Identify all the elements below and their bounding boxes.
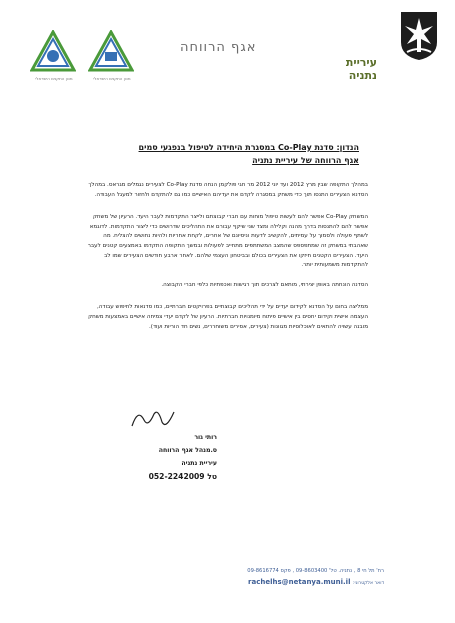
handwritten-signature — [128, 406, 178, 432]
standards-badge-icon — [88, 30, 134, 74]
paragraph-facilitation: הסדנה הונחתה באופן יצירתי, מותאם לצרכים תוך רגישות ואכפתיות כלפי חברי הקבוצה. — [161, 281, 368, 288]
signer-title: ס.מנהל אגף הרווחה — [158, 447, 217, 454]
quality-badges — [30, 30, 138, 86]
department-name: אגף הרווחה — [180, 40, 257, 55]
signature-block — [123, 431, 217, 483]
signer-name: רותי גור — [194, 434, 217, 441]
paragraph-intro: במהלך התקופה שבין מרץ 2012 ועד יוני 2012 מר חגי פולקמן הנחה סדנת Co-Play לצעירים נגמלים מגראס. במהלך הסדנא הצעירים התנסו תוך כדי משחק במסגרה לקדם את יעדיהם האישיים כמו גם להתקדם ולחזור למעגל העבודה. — [88, 182, 368, 198]
letterhead — [0, 0, 455, 92]
signer-phone: טל 052-2242009 — [148, 472, 217, 481]
email-link[interactable]: rachelhs@netanya.muni.il — [248, 578, 351, 586]
iso-badge-icon — [30, 30, 76, 74]
subject-block — [89, 141, 359, 167]
badge-caption-right: מכון התקנים הישראלי — [93, 76, 131, 81]
municipality-logo — [331, 8, 441, 82]
signer-org: עיריית נתניה — [181, 460, 217, 467]
subject-line-2: אגף הרווחה של עיריית נתניה — [252, 156, 359, 165]
subject-line-1: הנדון: סדנת Co-Play במסגרת היחידה לטיפול בנפגעי סמים — [138, 143, 359, 152]
footer-address: רח' תל חי 8 , נתניה. טל' 09-8603400 , פקס 09-8616774 — [247, 568, 384, 574]
paragraph-recommendation: ממליצה בחום על הסדנא לקידום יעדים על ידי תהליכים קבוצתיים בפרויקטים חברתיים, כמו סדנאות לחיפוש עבודה, העצמה אישית וקידום יחסים בין אישיים פיתוח מיומנויות חברתיות. הרעיון של לקדם יעדי צמיחה אישיים באמצעות משחק מובנה עשויה להתאים לאוכלוסיות מגוונות (צעירים, אסירים משוחררים, נשים חד הוריות ועוד). — [88, 304, 368, 330]
org-name: עיריית נתניה — [345, 56, 377, 82]
badge-caption-left: מכון התקנים הישראלי — [35, 76, 73, 81]
email-label: דואר אלקטרוני: — [352, 581, 384, 586]
footer-email-line — [110, 576, 384, 590]
paragraph-game: המשחק Co-Play אפשר להם לעשות טיפול מוחות עם חברי קבוצתם ולייצר התקדמות לעבר היעד. הרעיון של משחק אפשר להם להתנסות בדרך מהנה וקלילה ומצד שני שיקף עבורם את התהליכים שדרושים כדי ליצור התקדמות. לדוגמא לשתף פעולה ולסמוך על עמיתים, להקשיב לדעות וניסיונם של אחרים, לקחת אחריות ולהיות נחושים להצליח. מה שאהבתי במשחק זה שמתפספס שהמצב המשתתפים מתחייב לפעולות ובמשך התקופה התקדמו באמצעים קטנים לעבר היעד. הצעירים הקטנים חיזקו את הצעירים בכולם ובביטחון העצמי שלהם. לאחר ארבע חודשים הצעירים שמו לב להתקדמות משמעותית יותר. — [87, 214, 368, 269]
letter-body — [86, 181, 368, 342]
footer — [110, 566, 384, 590]
netanya-emblem-icon — [397, 8, 441, 62]
